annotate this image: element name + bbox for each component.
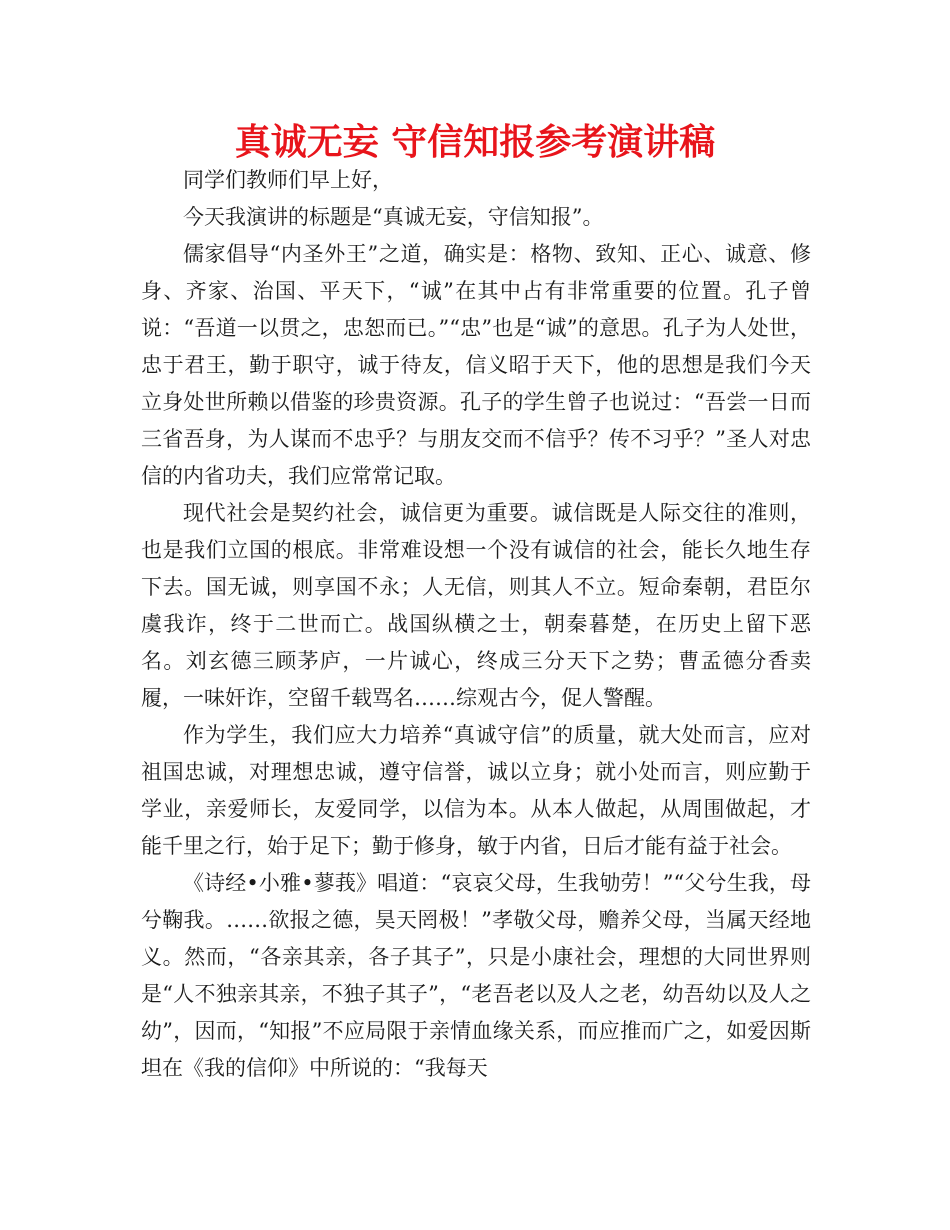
document-title: 真诚无妄 守信知报参考演讲稿 [234,122,716,163]
paragraph-modern-society: 现代社会是契约社会，诚信更为重要。诚信既是人际交往的准则，也是我们立国的根底。非常难设想一个没有诚信的社会，能长久地生存下去。国无诚，则享国不永；人无信，则其人不立。短命秦朝，君臣尔虞我诈，终于二世而亡。战国纵横之士，朝秦暮楚，在历史上留下恶名。刘玄德三顾茅庐，一片诚心，终成三分天下之势；曹孟德分香卖履，一味奸诈，空留千载骂名……综观古今，促人警醒。 [141,501,811,710]
paragraph-students: 作为学生，我们应大力培养“真诚守信”的质量，就大处而言，应对祖国忠诚，对理想忠诚，遵守信誉，诚以立身；就小处而言，则应勤于学业，亲爱师长，友爱同学，以信为本。从本人做起，从周围做起，才能千里之行，始于足下；勤于修身，敏于内省，日后才能有益于社会。 [141,723,811,858]
document-body [141,162,811,1087]
paragraph-confucian: 儒家倡导“内圣外王”之道，确实是：格物、致知、正心、诚意、修身、齐家、治国、平天下，“诚”在其中占有非常重要的位置。孔子曾说：“吾道一以贯之，忠恕而已。”“忠”也是“诚”的意思。孔子为人处世，忠于君王，勤于职守，诚于待友，信义昭于天下，他的思想是我们今天立身处世所赖以借鉴的珍贵资源。孔子的学生曾子也说过：“吾尝一日而三省吾身，为人谋而不忠乎？与朋友交而不信乎？传不习乎？”圣人对忠信的内省功夫，我们应常常记取。 [141,242,811,488]
paragraph-topic: 今天我演讲的标题是“真诚无妄，守信知报”。 [183,205,604,229]
paragraph-greeting: 同学们教师们早上好， [183,168,393,192]
paragraph-shijing: 《诗经•小雅•蓼莪》唱道：“哀哀父母，生我劬劳！”“父兮生我，母兮鞠我。……欲报之德，昊天罔极！”孝敬父母，赡养父母，当属天经地义。然而，“各亲其亲，各子其子”，只是小康社会，理想的大同世界则是“人不独亲其亲，不独子其子”，“老吾老以及人之老，幼吾幼以及人之幼”，因而，“知报”不应局限于亲情血缘关系，而应推而广之，如爱因斯坦在《我的信仰》中所说的：“我每天 [141,871,811,1080]
